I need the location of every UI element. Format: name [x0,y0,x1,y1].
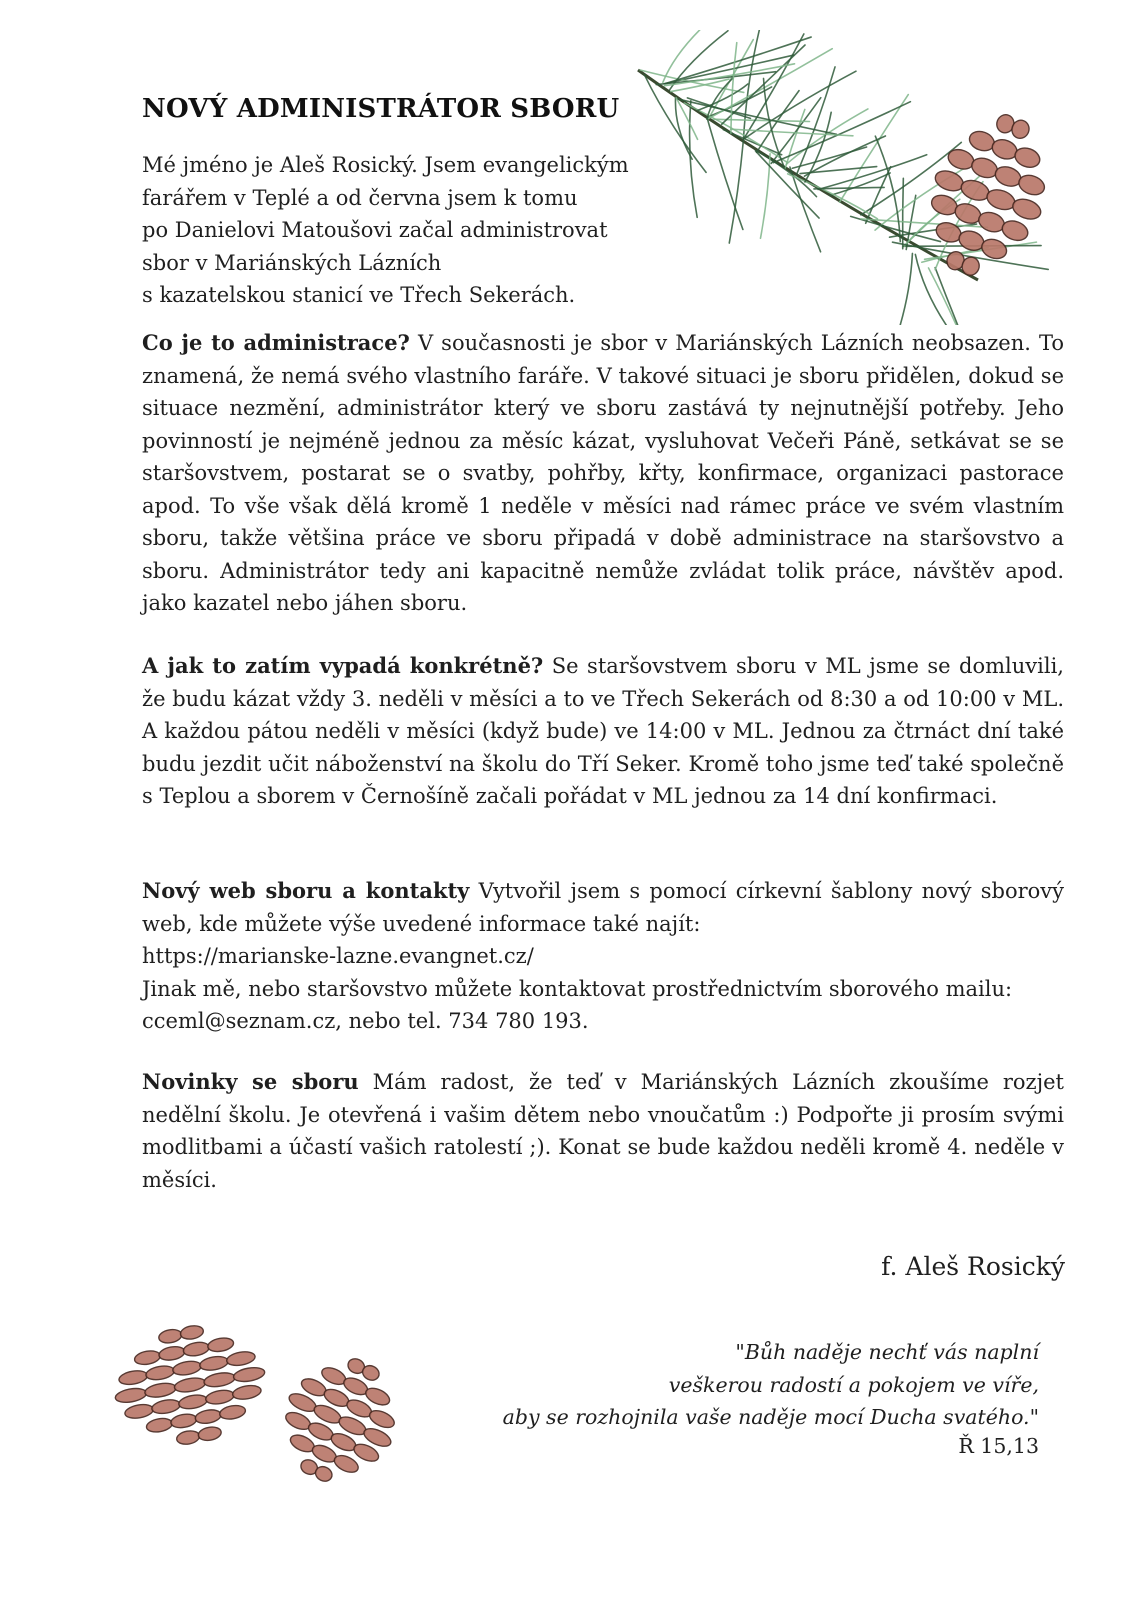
pine-cones-illustration [100,1300,410,1490]
quote-line: aby se rozhojnila vaše naděje mocí Ducha svatého." [502,1405,1039,1429]
section-text: Vytvořil jsem s pomocí církevní šablony nový sborový web, kde můžete výše uvedené informace také najít: [142,879,1064,936]
intro-line: sbor v Mariánských Lázních [142,250,442,275]
website-url-link[interactable]: https://marianske-lazne.evangnet.cz/ [142,944,534,968]
pine-branch-illustration [628,30,1058,325]
contact-text: Jinak mě, nebo staršovstvo můžete kontaktovat prostřednictvím sborového mailu: [142,976,1013,1001]
intro-line: Mé jméno je Aleš Rosický. Jsem evangelickým [142,153,629,177]
section-novinky [142,1066,1064,1196]
section-heading: Novinky se sboru [142,1069,359,1094]
quote-line: "Bůh naděje nechť vás naplní [735,1340,1039,1364]
section-web-kontakty [142,875,1064,1038]
section-heading: Co je to administrace? [142,330,410,355]
section-text: Mám radost, že teď v Mariánských Lázních zkoušíme rozjet nedělní školu. Je otevřená i vašim dětem nebo vnoučatům :) Podpořte ji prosím svými modlitbami a účastí vašich ratolestí ;). Konat se bude každou neděli kromě 4. neděle v měsíci. [142,1070,1064,1192]
page-title: NOVÝ ADMINISTRÁTOR SBORU [142,94,620,124]
intro-line: farářem v Teplé a od června jsem k tomu [142,185,578,210]
section-text: V současnosti je sbor v Mariánských Lázních neobsazen. To znamená, že nemá svého vlastního faráře. V takové situaci je sboru přidělen, dokud se situace nezmění, administrátor který ve sboru zastává ty nejnutnější potřeby. Jeho povinností je nejméně jednou za měsíc kázat, vysluhovat Večeři Páně, setkávat se se staršovstvem, postarat se o svatby, pohřby, křty, konfirmace, organizaci pastorace apod. To vše však dělá kromě 1 neděle v měsíci nad rámec práce ve svém vlastním sboru, takže většina práce ve sboru připadá v době administrace na staršovstvo a sboru. Administrátor tedy ani kapacitně nemůže zvládat tolik práce, návštěv apod. jako kazatel nebo jáhen sboru. [142,331,1065,615]
bible-quote [503,1336,1039,1434]
section-konkretne [142,650,1064,813]
intro-paragraph [142,149,662,312]
section-heading: A jak to zatím vypadá konkrétně? [142,653,544,678]
intro-line: po Danielovi Matoušovi začal administrovat [142,218,608,242]
signature: f. Aleš Rosický [881,1252,1065,1281]
quote-reference: Ř 15,13 [958,1434,1039,1458]
quote-line: veškerou radostí a pokojem ve víře, [668,1372,1039,1397]
intro-line: s kazatelskou stanicí ve Třech Sekerách. [142,283,576,307]
contact-details: cceml@seznam.cz, nebo tel. 734 780 193. [142,1009,589,1033]
section-administrace [142,327,1064,620]
section-heading: Nový web sboru a kontakty [142,878,470,903]
section-text: Se staršovstvem sboru v ML jsme se domluvili, že budu kázat vždy 3. neděli v měsíci a to ve Třech Sekerách od 8:30 a od 10:00 v ML. A každou pátou neděli v měsíci (když bude) ve 14:00 v ML. Jednou za čtrnáct dní také budu jezdit učit náboženství na školu do Tří Seker. Kromě toho jsme teď také společně s Teplou a sborem v Černošíně začali pořádat v ML jednou za 14 dní konfirmaci. [142,654,1064,808]
